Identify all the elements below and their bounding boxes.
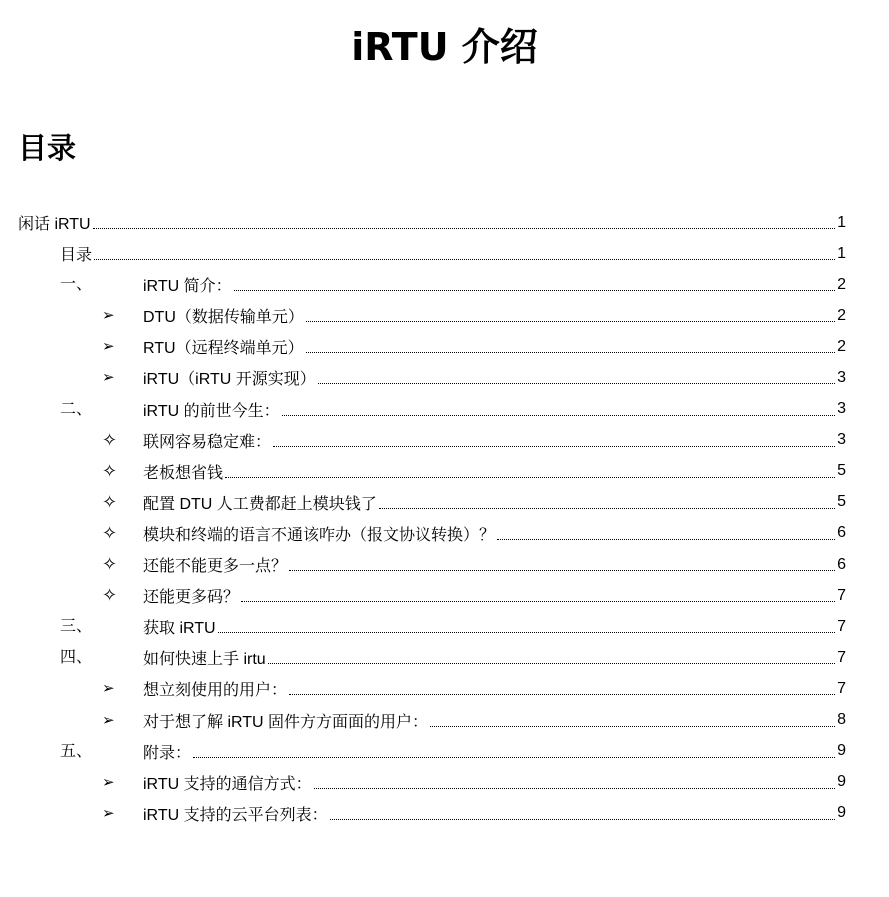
toc-page-number: 9 [837, 804, 846, 822]
toc-dot-leader [234, 290, 835, 291]
toc-entry[interactable] [0, 673, 889, 704]
toc-section-number: 一、 [60, 276, 93, 294]
toc-page-number: 7 [837, 679, 846, 697]
toc-dot-leader [379, 508, 835, 509]
toc-dot-leader [273, 446, 835, 447]
toc-dot-leader [268, 663, 835, 664]
toc-entry-title[interactable]: 配置 DTU 人工费都赶上模块钱了 [143, 495, 377, 513]
document-title: iRTU 介绍 [351, 25, 538, 69]
toc-section-number: 三、 [60, 618, 93, 636]
toc-entry-title[interactable]: iRTU 的前世今生： [143, 402, 280, 420]
toc-entry[interactable] [0, 300, 889, 331]
toc-page-number: 6 [837, 555, 846, 573]
toc-page-number: 6 [837, 524, 846, 542]
toc-entry[interactable] [0, 518, 889, 549]
toc-dot-leader [306, 321, 835, 322]
toc-entry[interactable] [0, 456, 889, 487]
arrow-bullet-icon: ➢ [102, 773, 115, 791]
toc-entry[interactable] [0, 362, 889, 393]
toc-entry-title[interactable]: iRTU（iRTU 开源实现） [143, 371, 316, 389]
diamond-bullet-icon: ✧ [102, 554, 118, 575]
toc-entry[interactable] [0, 580, 889, 611]
toc-entry[interactable] [0, 207, 889, 238]
toc-dot-leader [497, 539, 835, 540]
toc-entry[interactable] [0, 736, 889, 767]
toc-dot-leader [218, 632, 835, 633]
toc-dot-leader [430, 726, 835, 727]
toc-page-number: 3 [837, 400, 846, 418]
toc-entry-title[interactable]: 老板想省钱 [143, 464, 224, 482]
toc-entry-title[interactable]: 对于想了解 iRTU 固件方方面面的用户： [143, 713, 429, 731]
arrow-bullet-icon: ➢ [102, 338, 115, 356]
toc-entry-title[interactable]: 联网容易稳定难： [143, 433, 272, 451]
arrow-bullet-icon: ➢ [102, 804, 115, 822]
toc-dot-leader [306, 352, 835, 353]
toc-page-number: 9 [837, 773, 846, 791]
toc-entry[interactable] [0, 705, 889, 736]
diamond-bullet-icon: ✧ [102, 429, 118, 450]
toc-entry-title[interactable]: 闲话 iRTU [18, 216, 91, 233]
toc-entry[interactable] [0, 269, 889, 300]
toc-dot-leader [289, 570, 835, 571]
toc-entry-title[interactable]: 想立刻使用的用户： [143, 682, 288, 700]
toc-page-number: 1 [837, 213, 846, 231]
toc-page-number: 7 [837, 648, 846, 666]
arrow-bullet-icon: ➢ [102, 369, 115, 387]
toc-entry-title[interactable]: 还能更多码？ [143, 589, 240, 607]
toc-dot-leader [241, 601, 835, 602]
toc-page-number: 1 [837, 244, 846, 262]
toc-page-number: 5 [837, 462, 846, 480]
toc-entry-title[interactable]: iRTU 支持的通信方式： [143, 775, 312, 793]
toc-page-number: 2 [837, 275, 846, 293]
toc-dot-leader [289, 694, 835, 695]
toc-entry[interactable] [0, 425, 889, 456]
toc-page-number: 5 [837, 493, 846, 511]
toc-page-number: 7 [837, 586, 846, 604]
toc-dot-leader [93, 228, 835, 229]
toc-entry[interactable] [0, 394, 889, 425]
toc-dot-leader [225, 477, 835, 478]
toc-page-number: 9 [837, 742, 846, 760]
toc-section-number: 四、 [60, 649, 93, 667]
toc-dot-leader [193, 757, 835, 758]
toc-entry[interactable] [0, 549, 889, 580]
toc-entry-title[interactable]: 获取 iRTU [143, 620, 216, 638]
toc-entry[interactable] [0, 767, 889, 798]
toc-entry-title[interactable]: 如何快速上手 irtu [143, 651, 266, 669]
toc-entry[interactable] [0, 238, 889, 269]
toc-page-number: 7 [837, 617, 846, 635]
toc-entry[interactable] [0, 798, 889, 829]
diamond-bullet-icon: ✧ [102, 460, 118, 481]
toc-section-number: 五、 [60, 742, 93, 760]
toc-dot-leader [314, 788, 835, 789]
table-of-contents [0, 207, 889, 829]
toc-dot-leader [94, 259, 835, 260]
toc-entry[interactable] [0, 487, 889, 518]
toc-entry-title[interactable]: iRTU 支持的云平台列表： [143, 806, 328, 824]
toc-page-number: 3 [837, 368, 846, 386]
toc-dot-leader [330, 819, 835, 820]
toc-page-number: 3 [837, 431, 846, 449]
toc-page-number: 2 [837, 306, 846, 324]
toc-dot-leader [282, 415, 835, 416]
arrow-bullet-icon: ➢ [102, 307, 115, 325]
diamond-bullet-icon: ✧ [102, 491, 118, 512]
arrow-bullet-icon: ➢ [102, 680, 115, 698]
toc-section-number: 二、 [60, 400, 93, 418]
toc-entry[interactable] [0, 611, 889, 642]
toc-entry-title[interactable]: 目录 [60, 247, 93, 265]
toc-entry-title[interactable]: 附录： [143, 744, 192, 762]
toc-heading: 目录 [18, 131, 77, 165]
toc-entry-title[interactable]: RTU（远程终端单元） [143, 340, 304, 358]
toc-page-number: 8 [837, 711, 846, 728]
diamond-bullet-icon: ✧ [102, 522, 118, 543]
diamond-bullet-icon: ✧ [102, 585, 118, 606]
toc-entry[interactable] [0, 331, 889, 362]
toc-entry-title[interactable]: iRTU 简介： [143, 278, 232, 296]
toc-page-number: 2 [837, 337, 846, 355]
toc-entry-title[interactable]: 模块和终端的语言不通该咋办（报文协议转换）？ [143, 526, 496, 544]
toc-entry[interactable] [0, 642, 889, 673]
arrow-bullet-icon: ➢ [102, 711, 115, 729]
toc-entry-title[interactable]: 还能不能更多一点？ [143, 558, 288, 576]
toc-entry-title[interactable]: DTU（数据传输单元） [143, 309, 304, 327]
toc-dot-leader [318, 383, 835, 384]
